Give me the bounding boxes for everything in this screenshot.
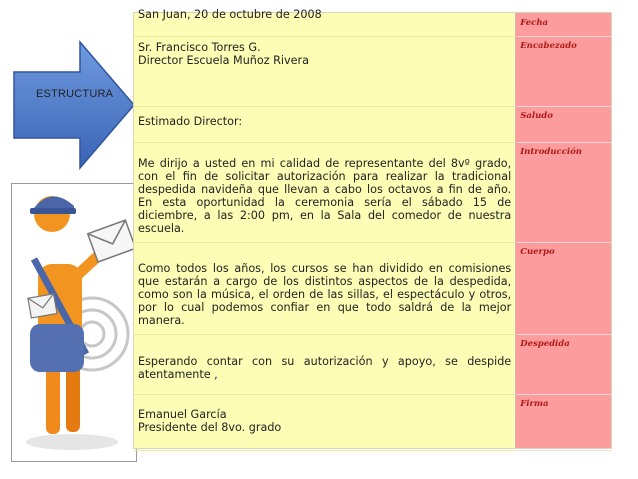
letter-line: Estimado Director: — [138, 115, 243, 128]
section-label-saludo: Saludo — [520, 111, 553, 121]
section-label-introduccion: Introducción — [520, 147, 582, 157]
section-label-encabezado: Encabezado — [520, 41, 577, 51]
letter-text-column — [134, 8, 516, 448]
letter-line: Presidente del 8vo. grado — [138, 421, 282, 434]
letter-text-despedida: Esperando contar con su autorización y apoyo, se despide atentamente , — [138, 355, 512, 381]
letter-line: Director Escuela Muñoz Rivera — [138, 54, 309, 67]
label-row-introduccion — [516, 142, 611, 243]
right-arrow-icon — [12, 40, 137, 170]
letter-structure-table — [133, 8, 612, 449]
letter-label-column — [516, 13, 611, 448]
letter-line: Emanuel García — [138, 408, 227, 421]
letter-text-saludo — [138, 115, 511, 128]
letter-line: Sr. Francisco Torres G. — [138, 41, 261, 54]
section-label-firma: Firma — [520, 399, 549, 409]
letter-text-firma — [138, 408, 511, 434]
letter-text-encabezado — [138, 41, 511, 67]
section-label-despedida: Despedida — [520, 339, 570, 349]
section-label-cuerpo: Cuerpo — [520, 247, 555, 257]
slide-label: ESTRUCTURA — [36, 88, 114, 100]
letter-text-fecha — [138, 8, 511, 21]
letter-line: San Juan, 20 de octubre de 2008 — [138, 8, 322, 21]
section-label-fecha: Fecha — [520, 18, 549, 28]
mail-person-clipart — [11, 183, 137, 462]
letter-text-cuerpo: Como todos los años, los cursos se han dividido en comisiones que estarán a cargo de los distintos aspectos de la despedida, como son la música, el orden de las sillas, el espectáculo y otros, por lo cual podemos confiar en que todo saldrá de la mejor manera. — [138, 262, 512, 327]
letter-text-introduccion: Me dirijo a usted en mi calidad de representante del 8vº grado, con el fin de solicitar autorización para realizar la tradicional despedida navideña que llevan a cabo los octavos a fin de año. En esta oportunidad la ceremonia sería el sábado 15 de diciembre, a las 2:00 pm, en la Sala del comedor de nuestra escuela. — [138, 157, 512, 235]
